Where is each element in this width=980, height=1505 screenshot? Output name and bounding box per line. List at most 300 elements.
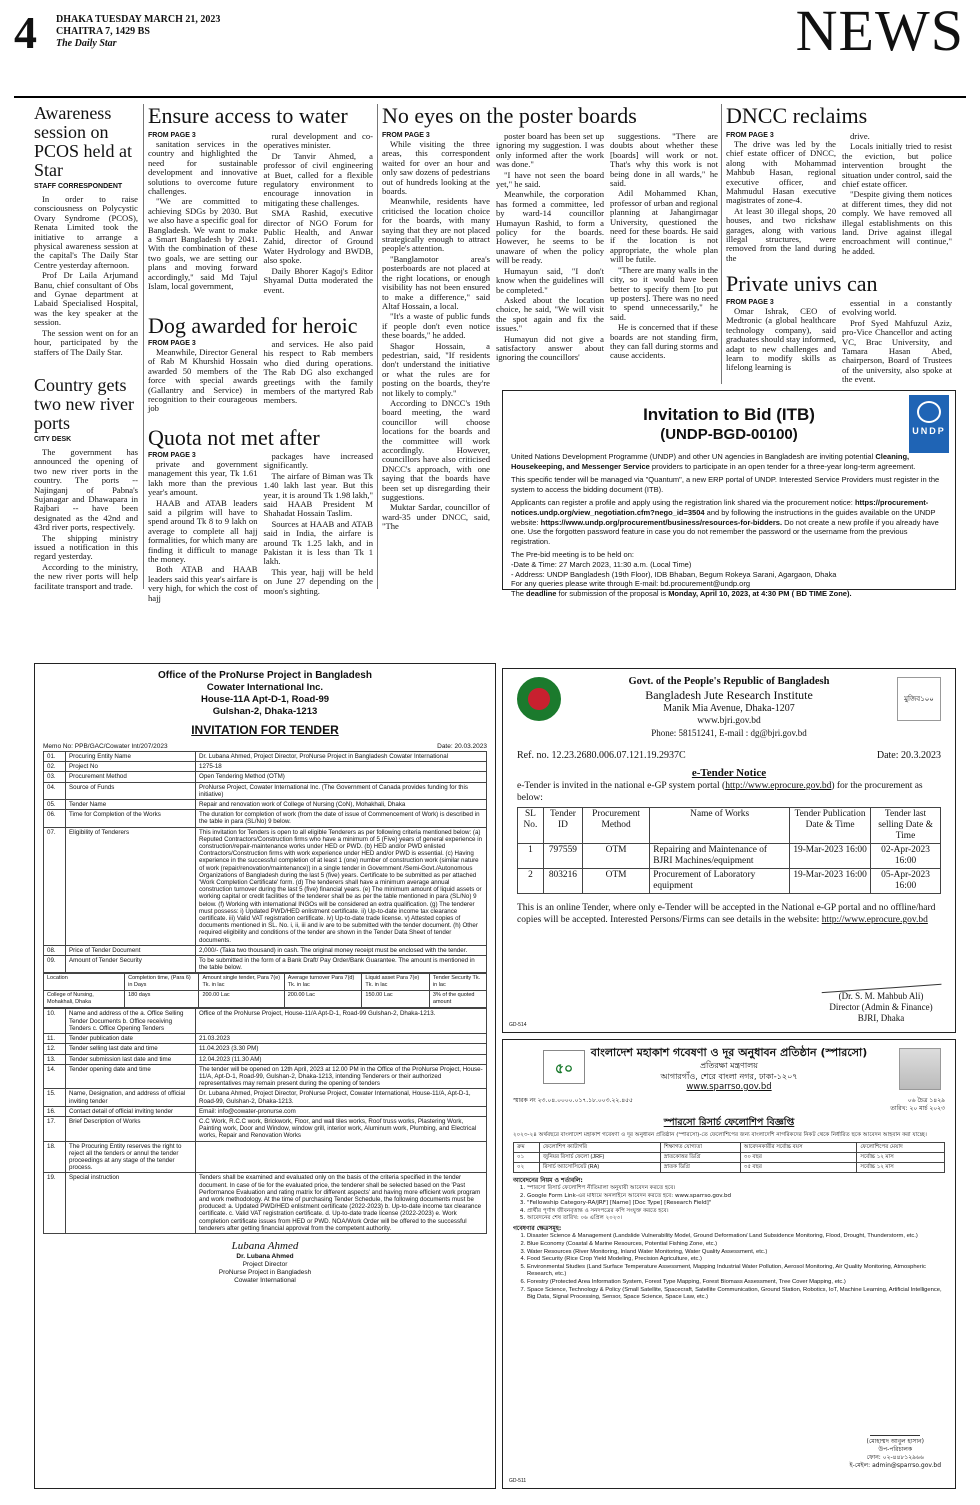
paragraph: Sources at HAAB and ATAB said in India, the airfare is around Tk 1.25 lakh, and in Pakistan it is less than Tk 1 lakh. [263,518,373,567]
table-cell: Tender publication date [66,1034,196,1044]
table-cell: 04. [44,782,66,799]
portrait-logo [899,1048,941,1090]
text: The [511,588,527,598]
river-byline: CITY DESK [34,436,72,443]
private-story [726,299,954,384]
table-cell: The tender will be opened on 12th April, 2023 at 12.00 PM in the Office of the ProNurse Project, House-11/A, Apt-D-1, Road-99, Gulshan-2, Dhaka-1213, intending Tenderers or their authorized representatives may remain present during the opening of tenders [196,1064,487,1089]
sparrso-website[interactable]: www.sparrso.gov.bd [686,1082,772,1092]
pcos-byline: STAFF CORRESPONDENT [34,183,123,190]
table-cell: 01. [44,752,66,762]
paragraph: Both ATAB and HAAB leaders said this year's airfare is very high, for which the cost of hajj [148,564,258,603]
paragraph: The drive was led by the chief estate officer of DNCC, along with Mohammad Mahbub Hasan, regional executive officer, and Mahmudul Hasan executive magistrates of zone-4. [726,139,836,206]
table-cell: 1 [518,844,544,869]
column-divider [377,104,378,589]
table-cell: 1275-18 [196,762,487,772]
table-cell: স্নাতক ডিগ্রি [660,1163,740,1173]
table-cell: Amount of Tender Security [66,956,196,973]
river-headline: Country gets two new river ports [34,375,134,433]
private-col-2 [842,299,952,384]
paragraph: "There are many walls in the city, so it would have been better to specify them [to put up posters]. There was no need to spend unnecessarily," he said. [610,264,718,322]
text: Monday, April 10, 2023, at 4:30 PM ( BD TIME Zone). [668,588,852,598]
list-item: 1. Disaster Science & Management (Landslide Vulnerability Model, Ground Deformation/ Land Subsidence Monitoring, Flood, Drought, Thunderstorm, etc.) [527,1233,945,1241]
table-cell: 16. [44,1106,66,1116]
table-cell [196,1141,487,1173]
list-item: 6. Forestry (Protected Area Information System, Forest Type Mapping, Forest Biomass Assessment, Tree Cover Mapping, etc.) [527,1279,945,1287]
table-cell: 07. [44,827,66,945]
itb-para-2: This specific tender will be managed via "Quantum", a new ERP portal of UNDP. Interested Service Providers must register in the system to access the bidding document (ITB). [511,475,940,494]
conditions-head: আবেদনের নিয়ম ও শর্তাবলি: [513,1177,583,1185]
list-item: 5. আবেদনের শেষ তারিখ: ০৬ এপ্রিল ২০২৩। [527,1215,945,1222]
table-cell: Tenders shall be examined and evaluated only on the basis of the criteria specified in the tender document. In case of tie for the evaluated price, the tenderer shall be selected based on the 'Past Performance Evaluation and rating matrix for different aspects' and having more efficient work program and work methodology. At the time of purchasing Tender Schedule, the following documents must be produced: a. Updated PWD/HED enlistment certificate (2022-2023) b. Up-to-date income tax clearance certificate. c. Valid VAT registration certificate. d. Up-to-date trade license (2022-2023) e. Work completion certificate issues from HED or PWD. NOA/Work Order will be offered to the successful tenderers after getting financial approval from the competent authority. [196,1173,487,1234]
poster-col-3 [610,132,718,377]
water-col-2 [264,132,374,307]
table-row [44,1173,487,1234]
table-cell: 09. [44,956,66,973]
undp-logo [909,395,949,453]
table-row [44,1106,487,1116]
govt-emblem-icon [517,677,561,721]
paragraph: suggestions. "There are doubts about whether these [boards] will work or not. That's why this work is not being done in all wards," he said. [610,131,718,189]
itb-code: (UNDP-BGD-00100) [660,426,798,443]
page-number: 4 [14,7,37,58]
paragraph: packages have increased significantly. [263,451,373,471]
list-item: 3. "Fellowship Category-RA/JRF] [Name] [Doc Type] [Research Field]" [527,1200,945,1207]
table-cell: 05-Apr-2023 16:00 [871,869,941,894]
signer-title: Director (Admin & Finance) [829,1002,933,1012]
paragraph: According to DNCC's 19th board meeting, the ward councillor will choose locations for the boards and the committee will work accordingly. However, councillors have also criticised DNCC's approach, with one saying that the boards have been set up disregarding their suggestions. [382,397,490,503]
text: providers to participate in an open tender for a three-year long-term agreement. [649,461,916,471]
dncc-col-1 [726,132,836,272]
memo-number: স্মারক নং ২৩.০৪.০০০০.০১৭.১৮.০০৩.২২.৪৫৫ [513,1097,633,1104]
table-cell: 12. [44,1044,66,1054]
table-header: SL No. [518,808,544,844]
text: This is an online Tender, where only e-Tender will be accepted in the National e-GP portal and no offline/hard copies will be accepted. Interested Persons/Firms can see details in the website: [517,903,936,925]
table-cell: 06. [44,810,66,827]
quota-byline: FROM PAGE 3 [148,452,196,459]
water-headline: Ensure access to water [148,103,348,128]
text: ) for the procurement as below: [517,781,923,803]
table-cell: 200.00 Lac [284,991,362,1008]
memo-number: Memo No: PPB/GAC/Cowater Int/207/2023 [43,743,168,750]
table-row [518,844,941,869]
un-emblem-icon [917,401,941,423]
poster-col-2 [496,132,604,377]
tender-table-2 [43,1008,487,1233]
signer-org-2: Cowater International [234,1276,296,1284]
table-cell: The Procuring Entity reserves the right to reject all the tenders or annul the tender proceedings at any stage of the tender process. [66,1141,196,1173]
table-header: ফেলোশিপ ক্যাটাগরি [539,1143,660,1153]
paragraph: The government has announced the opening of two new river ports in the country. The ports -- Najinganj of Pabna's Sujanagar and Dhawapara in Rajbari -- have been designated as the 42nd and 43rd river ports, respectively. [34,447,138,533]
table-cell: 2 [518,869,544,894]
table-cell: Email: info@cowater-pronurse.com [196,1106,487,1116]
list-item: 2. Blue Economy (Coastal & Marine Resources, Potential Fishing Zone, etc.) [527,1241,945,1249]
text: e-Tender is invited in the national e-GP system portal ( [517,781,726,791]
table-cell: Name and address of the a. Office Selling Tender Documents b. Office receiving Tenders c. Office Opening Tenders [66,1009,196,1034]
signature-block [43,1240,487,1285]
memo-line [43,742,487,751]
fellowship-table [513,1142,945,1173]
private-headline: Private univs can [726,271,878,296]
paragraph: Meanwhile, residents have criticised the location choice for the boards, with many saying that they are not placed strategically enough to attract people's attention. [382,196,490,254]
paragraph: Omar Ishrak, CEO of Medtronic (a global healthcare technology company), said graduates should stay informed, adapt to new challenges and learn to modify skills as lifelong learning is [726,306,836,373]
table-row [44,772,487,782]
table-cell: Procurement of Laboratory equipment [650,869,790,894]
water-col-1 [148,132,258,307]
signer-org: ProNurse Project in Bangladesh [218,1268,312,1276]
table-header: ক্রম [514,1143,540,1153]
dog-col-1 [148,340,258,420]
paragraph: Dr Tanvir Ahmed, a professor of civil engineering at Buet, called for a flexible regulatory environment to encourage innovation in mitigating these challenges. [263,150,373,208]
river-body [34,448,138,591]
table-row [44,810,487,827]
table-row [44,1044,487,1054]
paragraph: The session went on for an hour, participated by the staffers of The Daily Star. [34,327,138,357]
paragraph: According to the ministry, the new river ports will help facilitate transport and trade. [34,561,138,591]
paragraph: At least 30 illegal shops, 20 houses, and two rickshaw garages, along with various illegal structures, were removed from the land during the [726,205,836,263]
paragraph: The airfare of Biman was Tk 1.40 lakh last year. But this year, it is around Tk 1.98 lakh," said HAAB President M Shahadat Hossain Taslim. [263,470,373,519]
section-title: NEWS [795,0,964,63]
table-cell: 13. [44,1054,66,1064]
dncc-byline: FROM PAGE 3 [726,132,774,139]
table-cell: Name, Designation, and address of official inviting tender [66,1089,196,1106]
text: - Address: UNDP Bangladesh (19th Floor), IDB Bhaban, Begum Rokeya Sarani, Agargaon, Dhaka [511,569,837,579]
table-cell: Price of Tender Document [66,945,196,955]
signer-phone: ফোন: ০২-৪৪৮১২৯৬৬ [866,1454,924,1461]
table-header: আবেদনকারীর সর্বোচ্চ বয়স [740,1143,857,1153]
paragraph: essential in a constantly evolving world. [842,298,952,318]
table-row [44,782,487,799]
table-row [44,1089,487,1106]
date-bn: ০৬ চৈত্র ১৪২৯ [907,1097,945,1104]
table-cell: জুনিয়র রিসার্চ ফেলো (JRF) [539,1153,660,1163]
paragraph: Meanwhile, Director General of Rab M Khurshid Hossain awarded 50 members of the force with special awards (Gallantry and Service) in recognition to their courageous job [148,347,258,414]
table-header-row [44,974,487,991]
table-cell: 797559 [543,844,582,869]
sparrso-fellowship-ad [502,1039,956,1489]
undp-resources-link[interactable]: https://www.undp.org/procurement/business/resources-for-bidders. [540,517,783,527]
sparrso-subtitle: প্রতিরক্ষা মন্ত্রণালয় [700,1061,758,1070]
signature-scribble [821,967,942,993]
table-header: Tender ID [543,808,582,844]
text: The Pre-bid meeting is to be held on: [511,550,634,560]
table-row [514,1163,945,1173]
table-cell: ০১ [514,1153,540,1163]
list-item: 7. Space Science, Technology & Policy (Small Satellite, Spacecraft, Satellite Communication, Ground Station, Robotics, IoT, Machine Learning, Artificial Intelligence, Big Data, Signal Processing, Sensor, Space Science, Space Law, etc.) [527,1287,945,1302]
poster-headline: No eyes on the poster boards [382,103,637,128]
table-header: ফেলোশিপের মেয়াদ [857,1143,945,1153]
pronurse-addr-1: House-11A Apt-D-1, Road-99 [200,694,330,705]
paragraph: SMA Rashid, executive director of NGO Forum for Public Health, and Anwar Zahid, director of Ground Water Hydrology and BWDB, also spoke. [263,208,373,266]
sparrso-signature-block [850,1422,942,1470]
pcos-story [34,104,138,358]
table-row [44,752,487,762]
paragraph: Prof Dr Laila Arjumand Banu, chief consultant of Obs and Gynae department at Labaid Specialised Hospital, was the key speaker at the session. [34,270,138,328]
table-header-row [514,1143,945,1153]
text: for submission of the proposal is [556,588,669,598]
table-cell: 19. [44,1173,66,1234]
private-col-1 [726,299,836,384]
list-item: 3. Water Resources (River Monitoring, Inland Water Monitoring, Water Quality Assessment, etc.) [527,1249,945,1257]
paragraph: Locals initially tried to resist the eviction, but police intervention brought the situation under control, said the chief estate officer. [842,141,952,190]
table-cell: Dr. Lubana Ahmed, Project Director, ProNurse Project in Bangladesh Cowater International [196,752,487,762]
table-cell: Special instruction [66,1173,196,1234]
table-cell: 12.04.2023 (11.30 AM) [196,1054,487,1064]
paragraph: This year, hajj will be held on June 27 depending on the moon's sighting. [263,566,373,596]
paragraph: "I have not seen the board yet," he said. [496,169,604,190]
table-cell: 180 days [125,991,199,1008]
ref-line [517,749,941,762]
pronurse-office: Office of the ProNurse Project in Bangladesh [158,670,372,681]
table-cell: 15. [44,1089,66,1106]
paragraph: In order to raise consciousness on Polycystic Ovary Syndrome (PCOS), Renata Limited took the initiative to arrange a physical awareness session at the capital's The Daily Star Centre yesterday afternoon. [34,194,138,270]
tender-table [43,751,487,973]
pronurse-tender-ad [34,663,496,1489]
table-header: Liquid asset Para 7(e) Tk. in lac [362,974,429,991]
mujib100-logo [897,677,941,721]
itb-para-4 [511,550,947,598]
fellowship-intro: ২০২৩-২৪ অর্থবছরে বাংলাদেশ মহাকাশ গবেষণা ও দূর অনুধাবন প্রতিষ্ঠান (স্পারসো)-তে ফেলোশিপের জন্য বাংলাদেশি নাগরিকদের নিকট থেকে নির্ধারিত ছকে আবেদন আহবান করা যাচ্ছে। [513,1132,927,1138]
poster-col-1 [382,132,490,584]
paragraph: HAAB and ATAB leaders said a pilgrim will have to spend around Tk 8 to 9 lakh on average to complete all hajj formalities, for which many are finding it difficult to manage the money. [148,497,258,565]
fields-list [513,1233,945,1301]
bjri-name: Bangladesh Jute Research Institute [645,688,813,702]
table-row [44,1009,487,1034]
table-row [44,1141,487,1173]
fields-head: গবেষণার ক্ষেত্রসমূহ: [513,1225,562,1233]
table-cell: To be submitted in the form of a Bank Draft/ Pay Order/Bank Guarantee. The amount is mentioned in the table below. [196,956,487,973]
table-cell: 08. [44,945,66,955]
text: Applicants can register a profile and apply using the registration link shared via the procurement notice: [511,498,855,508]
table-cell: OTM [582,869,649,894]
table-cell: Procurement Method [66,772,196,782]
table-cell: ProNurse Project, Cowater International Inc. (The Government of Canada provides funding for this initiative) [196,782,487,799]
table-cell: Dr. Lubana Ahmed, Project Director, ProNurse Project, Cowater International, House-11/A, Apt-D-1, Road-99, Gulshan-2, Dhaka-1213. [196,1089,487,1106]
table-cell: Time for Completion of the Works [66,810,196,827]
table-cell: C.C Work, R.C.C work, Brickwork, Floor, and wall tiles works, Roof truss works, Plastering Work, Painting work, Door and Window, window grill, interior work, Aluminum work, Plumbing, and Electrical works, Repair and Renovation Works [196,1116,487,1141]
table-cell: Tender opening date and time [66,1064,196,1089]
water-byline: FROM PAGE 3 [148,132,196,139]
quota-story [148,451,373,603]
dog-byline: FROM PAGE 3 [148,340,196,347]
signer-title: উপ-পরিচালক [878,1446,913,1453]
table-row [44,1064,487,1089]
etender-table [517,807,941,894]
table-cell: স্নাতকোত্তর ডিগ্রি [660,1153,740,1163]
table-cell: OTM [582,844,649,869]
table-cell: 19-Mar-2023 16:00 [790,869,871,894]
table-cell: Open Tendering Method (OTM) [196,772,487,782]
table-cell: Procuring Entity Name [66,752,196,762]
bjri-address: Manik Mia Avenue, Dhaka-1207 [663,703,795,714]
pcos-headline: Awareness session on PCOS held at Star [34,103,133,180]
text: United Nations Development Programme (UNDP) and other UN agencies in Bangladesh are inviting potential [511,452,876,461]
signer-email: ই-মেইল: admin@sparrso.gov.bd [849,1462,941,1469]
table-row [44,991,487,1008]
column-divider [721,104,722,384]
table-cell: 3% of the quoted amount [429,991,486,1008]
signer-name: (Dr. S. M. Mahbub Ali) [838,991,924,1001]
paragraph: Prof Syed Mahfuzul Aziz, pro-Vice Chancellor and acting VC, Brac University, and Tamara Hasan Abed, chairperson, Board of Trustees of the university, also spoke at the event. [842,317,952,385]
table-cell: 803216 [543,869,582,894]
paragraph: poster board has been set up ignoring my suggestion. I was only informed after the work was done." [496,131,604,170]
table-row [44,827,487,945]
list-item: 1. স্পারসো রিসার্চ ফেলোশিপ নীতিমালা অনুযায়ী আবেদন করতে হবে। [527,1185,945,1192]
text: and by following the instructions in the guides available on the UNDP website: [511,507,936,527]
table-cell: Source of Funds [66,782,196,799]
table-cell: ০২ [514,1163,540,1173]
table-cell: ৩৫ বছর [740,1163,857,1173]
quota-headline: Quota not met after [148,425,320,450]
table-cell: Tender Name [66,800,196,810]
table-row [514,1153,945,1163]
paragraph: "Banglamotor area's posterboards are not placed at the right locations, or enough visibility has not been ensured to make a difference," said Altaf Hossain, a local. [382,253,490,311]
table-cell: সর্বোচ্চ ১২ মাস [857,1163,945,1173]
etender-footer [517,902,941,926]
table-header: Average turnover Para 7(d) Tk. in lac [284,974,362,991]
table-cell: 02-Apr-2023 16:00 [871,844,941,869]
paragraph: private and government management this year, Tk 1.61 lakh more than the previous year's amount. [148,459,258,498]
sparrso-title: বাংলাদেশ মহাকাশ গবেষণা ও দূর অনুধাবন প্রতিষ্ঠান (স্পারসো) [590,1046,868,1059]
table-cell: Project No [66,762,196,772]
ref-number: Ref. no. 12.23.2680.006.07.121.19.2937C [517,750,686,761]
date-en: তারিখ: ২০ মার্চ ২০২৩ [890,1105,945,1112]
table-header: Tender Security Tk. in lac [429,974,486,991]
memo-date: Date: 20.03.2023 [437,743,487,750]
text: Do not create a new profile if you already have one. Use the forgotten password feature in case you do not remember the password or the username from the previous registration. [511,517,939,546]
mujib100-text: মুজিব১০০ [904,696,934,703]
anniversary-logo [543,1050,585,1084]
table-cell: Contact detail of official inviting tender [66,1106,196,1116]
eprocure-link[interactable]: http://www.eprocure.gov.bd [821,915,928,925]
header-rule [14,96,966,98]
table-header: শিক্ষাগত যোগ্যতা [660,1143,740,1153]
table-cell: The duration for completion of work (from the date of issue of Commencement of Work) is described in the table in para (SL/No) 9 below. [196,810,487,827]
ad-code: GD-514 [509,1022,527,1028]
date-line: DHAKA TUESDAY MARCH 21, 2023 [56,14,221,25]
security-table [43,973,487,1008]
signer-org: BJRI, Dhaka [857,1013,905,1023]
table-cell: 14. [44,1064,66,1089]
paragraph: "It's a waste of public funds if people don't even notice these boards," he added. [382,311,490,341]
private-byline: FROM PAGE 3 [726,299,774,306]
table-row [44,762,487,772]
signer-name: Dr. Lubana Ahmed [236,1252,294,1260]
table-cell: 18. [44,1141,66,1173]
table-row [44,1034,487,1044]
itb-title: Invitation to Bid (ITB) [643,405,815,424]
paragraph: The shipping ministry issued a notification in this regard yesterday. [34,532,138,562]
undp-itb-ad [502,390,956,598]
table-cell: 11. [44,1034,66,1044]
paragraph: drive. [850,131,870,141]
pronurse-company: Cowater International Inc. [206,682,324,693]
table-cell: 10. [44,1009,66,1034]
table-row [44,1116,487,1141]
table-header: Procurement Method [582,808,649,844]
table-cell: Repairing and Maintenance of BJRI Machines/equipment [650,844,790,869]
procurement-link[interactable]: https://procurement-notices.undp.org/view_negotiation.cfm?nego_id=3504 [511,498,929,517]
table-cell: Tender submission last date and time [66,1054,196,1064]
text: deadline [526,588,557,598]
list-item: 2. Google Form Link-এর মাধ্যমে অনলাইনে আবেদন করতে হবে: www.sparrso.gov.bd [527,1193,945,1200]
table-header: Location [44,974,125,991]
paragraph: Daily Bhorer Kagoj's Editor Shyamal Dutta moderated the event. [263,265,373,295]
anniversary-text: ৫০ [554,1060,574,1076]
bjri-govt: Govt. of the People's Republic of Bangladesh [628,676,830,687]
table-cell: Tender selling last date and time [66,1044,196,1054]
table-cell: 02. [44,762,66,772]
signature-image: Lubana Ahmed [231,1239,299,1252]
table-cell: Brief Description of Works [66,1116,196,1141]
paragraph: rural development and co-operatives minister. [263,131,373,151]
etender-title: e-Tender Notice [691,767,767,779]
signer-title: Project Director [242,1260,288,1268]
sparrso-address: আগারগাঁও, শেরে বাংলা নগর, ঢাকা-১২০৭ [660,1072,798,1081]
table-cell: 05. [44,800,66,810]
itb-para-3 [511,498,947,546]
table-cell: 200.00 Lac [199,991,284,1008]
pronurse-title: INVITATION FOR TENDER [191,723,339,737]
signature-scribble [870,1422,920,1436]
paragraph: sanitation services in the country and highlighted the need for sustainable development and innovative solutions to overcome future challenges. [148,139,258,197]
table-row [44,945,487,955]
table-cell: 11.04.2023 (3.30 PM) [196,1044,487,1054]
bjri-etender-ad [502,668,956,1033]
text: -Date & Time: 27 March 2023, 11:30 a.m. (Local Time) [511,559,692,569]
table-cell: 03. [44,772,66,782]
table-cell: ৩০ বছর [740,1153,857,1163]
dncc-headline: DNCC reclaims [726,103,868,128]
paragraph: Shagor Hossain, a pedestrian, said, "If residents don't understand the initiative or what the rules are for posting on the boards, they're not likely to comply." [382,340,490,398]
table-cell: Repair and renovation work of College of Nursing (CoN), Mohakhali, Dhaka [196,800,487,810]
pronurse-addr-2: Gulshan-2, Dhaka-1213 [212,706,318,717]
table-header-row [518,808,941,844]
dates [890,1097,945,1113]
list-item: 4. Food Security (Rice Crop Yield Modeling, Precision Agriculture, etc.) [527,1256,945,1264]
table-header: Tender last selling Date & Time [871,808,941,844]
signer-name: (মোহাম্মদ আবুল হাসান) [866,1438,924,1445]
bjri-signature-block [821,971,941,1024]
eprocure-link[interactable]: http://www.eprocure.gov.bd [725,781,832,791]
table-row [44,1054,487,1064]
paragraph: "Despite giving them notices at different times, they did not comply. We have removed all illegal establishments on this land. Drive against illegal encroachment will continue," he added. [842,189,952,256]
table-row [44,800,487,810]
paragraph: While visiting the three areas, this correspondent waited for over an hour and only saw dozens of pedestrians out of hundreds looking at the boards. [382,139,490,197]
table-cell: 21.03.2023 [196,1034,487,1044]
dog-headline: Dog awarded for heroic [148,313,358,338]
paragraph: Adil Mohammed Khan, professor of urban and regional planning at Jahangirnagar University, questioned the need for these boards. He said if the location is not appropriate, the whole plan will be futile. [610,188,718,265]
table-cell: 17. [44,1116,66,1141]
bjri-website[interactable]: www.bjri.gov.bd [697,716,761,726]
paragraph: Meanwhile, the corporation has formed a committee, led by ward-14 councillor Humayun Rashid, to form a policy for the boards. However, he seems to be unaware of when the policy will be ready. [496,189,604,266]
paragraph: He is concerned that if these boards are not standing firm, they can fall during storms and cause accidents. [610,322,718,361]
ref-date: Date: 20.3.2023 [876,750,941,761]
conditions-list [513,1185,945,1222]
paragraph: Muktar Sardar, councillor of ward-35 under DNCC, said, "The [382,502,490,532]
paragraph: "We are committed to achieving SDGs by 2030. But we also have a specific goal for Bangladesh. We want to make a Smart Bangladesh by 2041. With the combination of these two goals, we are setting our plans and moving forward accordingly," said Md Tajul Islam, local government, [148,196,258,292]
poster-byline: FROM PAGE 3 [382,132,430,139]
table-cell: Eligibility of Tenderers [66,827,196,945]
column-divider [143,104,144,589]
list-item: 5. Environmental Studies (Land Surface Temperature Assessment, Mapping Industrial Water Pollution, Aerosol Monitoring, Air Quality Monitoring, Atmospheric Research, etc.) [527,1264,945,1279]
dncc-col-2 [842,132,952,272]
table-cell: College of Nursing, Mohakhali, Dhaka [44,991,125,1008]
table-cell: সর্বোচ্চ ১২ মাস [857,1153,945,1163]
table-header: Name of Works [650,808,790,844]
dncc-story [726,132,954,272]
date-block [56,14,220,50]
table-cell: 2,000/- (Taka two thousand) in cash. The original money receipt must be enclosed with the tender. [196,945,487,955]
